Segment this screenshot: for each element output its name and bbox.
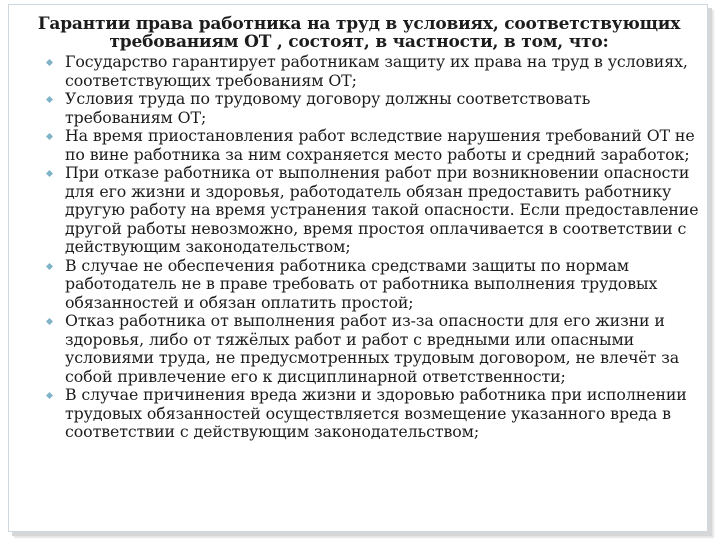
bullet-text: При отказе работника от выполнения работ при возникновении опасности для его жизни и здоровья, работодатель обязан предоставить работнику другую работу на время устранения такой опасности. Если предоставление другой работы невозможно, время простоя оплачивается в соответствии с действующим законодательством; — [65, 163, 699, 256]
bullet-item — [19, 312, 699, 386]
bullet-item — [19, 164, 699, 257]
bullet-text: Условия труда по трудовому договору должны соответствовать требованиям ОТ; — [65, 89, 591, 127]
slide — [8, 4, 708, 532]
bullet-text: На время приостановления работ вследствие нарушения требований ОТ не по вине работника за ним сохраняется место работы и средний заработок; — [65, 126, 695, 164]
diamond-bullet-icon — [46, 133, 53, 140]
slide-heading: Гарантии права работника на труд в условиях, соответствующих требованиям ОТ , состоят, в частности, в том, что: — [37, 14, 681, 52]
diamond-bullet-icon — [46, 392, 53, 399]
bullet-item — [19, 90, 699, 127]
bullet-item — [19, 53, 699, 90]
bullet-text: В случае причинения вреда жизни и здоровью работника при исполнении трудовых обязанностей осуществляется возмещение указанного вреда в соответствии с действующим законодательством; — [65, 385, 687, 441]
diamond-bullet-icon — [46, 318, 53, 325]
bullet-text: Отказ работника от выполнения работ из-за опасности для его жизни и здоровья, либо от тяжёлых работ и работ с вредными или опасными условиями труда, не предусмотренных трудовым договором, не влечёт за собой привлечение его к дисциплинарной ответственности; — [65, 311, 680, 386]
bullet-list — [19, 53, 699, 442]
diamond-bullet-icon — [46, 170, 53, 177]
diamond-bullet-icon — [46, 263, 53, 270]
bullet-text: В случае не обеспечения работника средствами защиты по нормам работодатель не в праве требовать от работника выполнения трудовых обязанностей и обязан оплатить простой; — [65, 255, 658, 312]
slide-content — [19, 15, 699, 442]
bullet-text: Государство гарантирует работникам защиту их права на труд в условиях, соответствующих требованиям ОТ; — [65, 52, 688, 90]
diamond-bullet-icon — [46, 96, 53, 103]
diamond-bullet-icon — [46, 59, 53, 66]
bullet-item — [19, 386, 699, 442]
bullet-item — [19, 127, 699, 164]
bullet-item — [19, 257, 699, 313]
